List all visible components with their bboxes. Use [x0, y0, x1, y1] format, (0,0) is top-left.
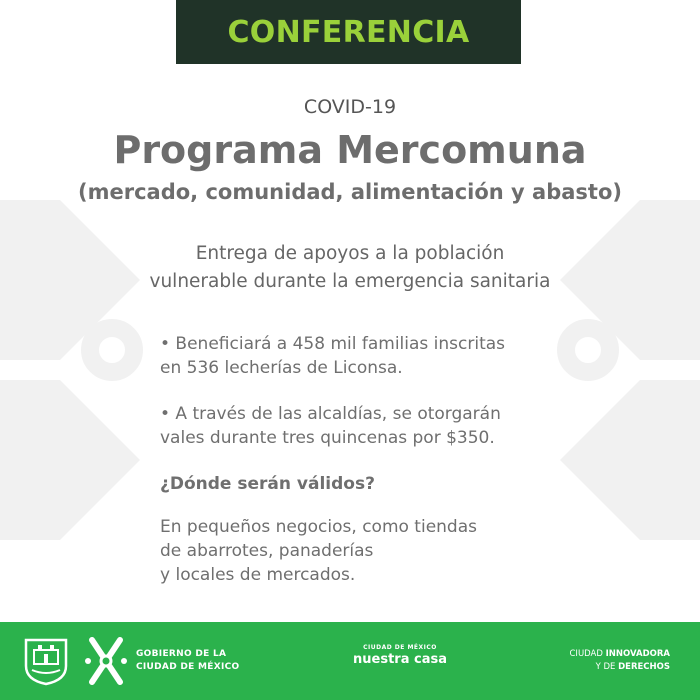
intro-text	[0, 240, 700, 296]
nuestra-casa-small: CIUDAD DE MÉXICO	[363, 644, 437, 651]
kicker-text: COVID-19	[303, 96, 397, 118]
question-heading: ¿Dónde serán válidos?	[160, 474, 375, 494]
answer-line: y locales de mercados.	[160, 565, 356, 585]
header-title: CONFERENCIA	[227, 14, 470, 50]
nuestra-casa-logo	[340, 644, 460, 667]
cdmx-logo-icon	[82, 632, 130, 690]
answer-line: de abarrotes, panaderías	[160, 541, 374, 561]
bullet-item	[160, 402, 620, 450]
slogan-line: Y DE DERECHOS	[595, 662, 670, 672]
bullet-line: • Beneficiará a 458 mil familias inscritas	[160, 334, 506, 354]
nuestra-casa-text: nuestra casa	[353, 652, 447, 667]
footer-bar	[0, 622, 700, 700]
government-line: CIUDAD DE MÉXICO	[136, 662, 240, 672]
header-banner	[176, 0, 521, 64]
bullet-line: vales durante tres quincenas por $350.	[160, 428, 495, 448]
page-title: Programa Mercomuna	[113, 128, 587, 172]
government-line: GOBIERNO DE LA	[136, 649, 227, 659]
answer-text	[160, 515, 620, 587]
government-label	[136, 648, 240, 674]
intro-line: Entrega de apoyos a la población	[195, 243, 505, 264]
intro-line: vulnerable durante la emergencia sanitaria	[149, 271, 551, 292]
slogan-label	[530, 648, 670, 674]
cdmx-emblem-icon	[22, 636, 70, 686]
bullet-item	[160, 332, 620, 380]
page-subtitle: (mercado, comunidad, alimentación y abasto)	[78, 180, 622, 204]
answer-line: En pequeños negocios, como tiendas	[160, 517, 477, 537]
slogan-line: CIUDAD INNOVADORA	[569, 649, 670, 659]
bullet-line: en 536 lecherías de Liconsa.	[160, 358, 403, 378]
bullet-line: • A través de las alcaldías, se otorgarán	[160, 404, 501, 424]
